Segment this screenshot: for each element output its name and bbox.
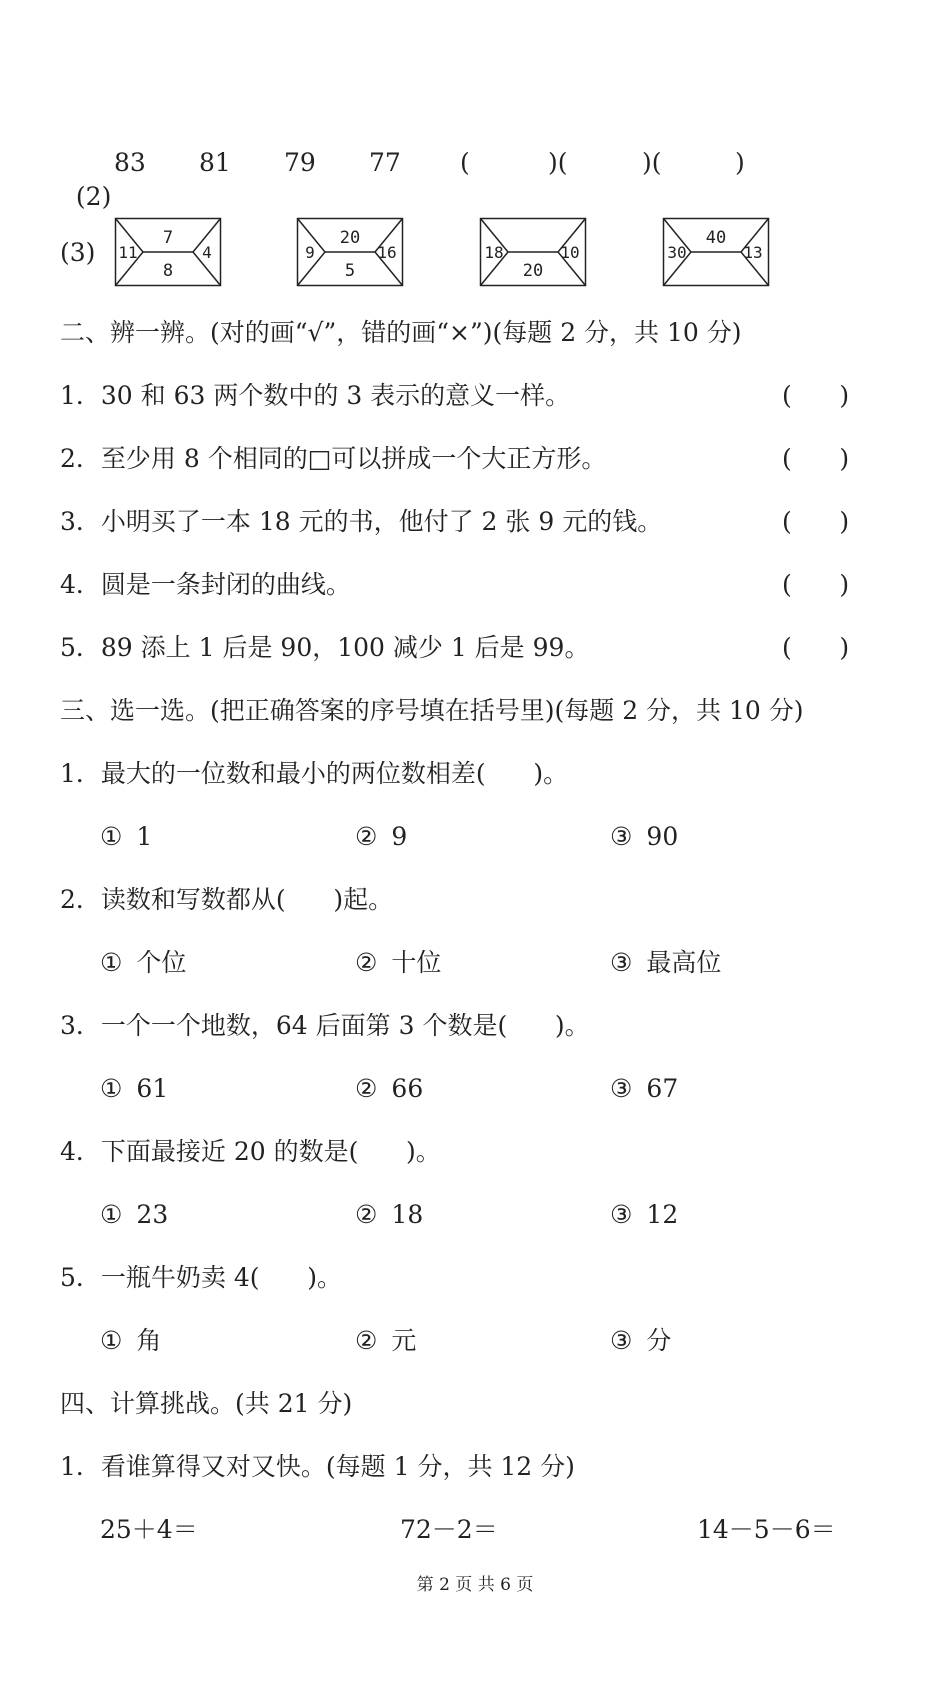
option-mark: ①: [100, 822, 123, 851]
envelope-right: 13: [743, 243, 763, 262]
envelope-top: 40: [705, 228, 727, 248]
envelope-bottom: 5: [344, 261, 356, 281]
question-text: 3．一个一个地数，64 后面第 3 个数是( )。: [60, 1011, 590, 1040]
envelope-top: 20: [339, 228, 361, 248]
seq-number: 83: [114, 148, 146, 177]
option[interactable]: [355, 1072, 423, 1106]
question-text: 4．圆是一条封闭的曲线。: [60, 570, 351, 599]
option-mark: ②: [355, 1200, 378, 1229]
envelope-right: 4: [202, 243, 212, 262]
option-text: 元: [391, 1326, 417, 1355]
seq-number: 81: [199, 148, 231, 177]
answer-blank[interactable]: ( ): [782, 507, 850, 536]
envelope-left: 30: [667, 243, 687, 262]
option-mark: ①: [100, 1200, 123, 1229]
calc-expression: 25＋4＝: [100, 1515, 198, 1544]
question-text: 5．89 添上 1 后是 90，100 减少 1 后是 99。: [60, 633, 590, 662]
option-mark: ③: [610, 1074, 633, 1103]
answer-blank[interactable]: ( ): [782, 633, 850, 662]
seq-number: 79: [284, 148, 316, 177]
envelope-left: 18: [484, 243, 504, 262]
option[interactable]: [610, 1072, 678, 1106]
option[interactable]: [610, 820, 678, 854]
question-text: 2．读数和写数都从( )起。: [60, 885, 394, 914]
envelope-right: 10: [560, 243, 580, 262]
option[interactable]: [355, 1198, 423, 1232]
option-mark: ②: [355, 1326, 378, 1355]
answer-blank[interactable]: ( ): [782, 381, 850, 410]
option-text: 角: [136, 1326, 162, 1355]
option-mark: ②: [355, 948, 378, 977]
option[interactable]: [355, 820, 407, 854]
sub-heading: 1．看谁算得又对又快。(每题 1 分，共 12 分): [60, 1452, 575, 1481]
envelope: [480, 218, 586, 286]
option-text: 18: [391, 1200, 424, 1229]
option-text: 12: [646, 1200, 679, 1229]
option-text: 90: [646, 822, 679, 851]
section-heading: 四、计算挑战。(共 21 分): [60, 1389, 353, 1418]
envelope-right: 16: [377, 243, 397, 262]
option-text: 分: [646, 1326, 672, 1355]
option-text: 61: [136, 1074, 169, 1103]
option[interactable]: [100, 1198, 168, 1232]
page-footer: 第 2 页 共 6 页: [416, 1575, 534, 1595]
answer-blank[interactable]: (: [460, 148, 470, 177]
option[interactable]: [100, 946, 186, 980]
option-text: 个位: [136, 948, 187, 977]
question-text: 3．小明买了一本 18 元的书，他付了 2 张 9 元的钱。: [60, 507, 663, 536]
option-text: 1: [136, 822, 153, 851]
envelope: [663, 218, 769, 286]
question-text: 4．下面最接近 20 的数是( )。: [60, 1137, 441, 1166]
option-text: 67: [646, 1074, 679, 1103]
envelope: [115, 218, 221, 286]
option-text: 23: [136, 1200, 169, 1229]
envelope-bottom: 20: [522, 261, 544, 281]
option-mark: ③: [610, 1200, 633, 1229]
option-text: 9: [391, 822, 408, 851]
option[interactable]: [610, 1198, 678, 1232]
option[interactable]: [100, 1324, 161, 1358]
question-text: 5．一瓶牛奶卖 4( )。: [60, 1263, 342, 1292]
question-text: 2．至少用 8 个相同的□可以拼成一个大正方形。: [60, 444, 607, 473]
option[interactable]: [610, 946, 721, 980]
option-mark: ①: [100, 1326, 123, 1355]
answer-blank[interactable]: ): [735, 148, 745, 177]
question-text: 1．最大的一位数和最小的两位数相差( )。: [60, 759, 569, 788]
option-text: 最高位: [646, 948, 722, 977]
answer-blank[interactable]: ( ): [782, 570, 850, 599]
calc-expression: 14－5－6＝: [697, 1515, 836, 1544]
option[interactable]: [355, 946, 441, 980]
option[interactable]: [610, 1324, 671, 1358]
question-text: 1．30 和 63 两个数中的 3 表示的意义一样。: [60, 381, 571, 410]
section-heading: 三、选一选。(把正确答案的序号填在括号里)(每题 2 分，共 10 分): [60, 696, 804, 725]
option-mark: ②: [355, 1074, 378, 1103]
option[interactable]: [355, 1324, 416, 1358]
answer-blank[interactable]: ( ): [782, 444, 850, 473]
option-mark: ③: [610, 822, 633, 851]
envelope-left: 9: [305, 243, 315, 262]
calc-expression: 72－2＝: [400, 1515, 498, 1544]
sequence-row: [60, 146, 111, 214]
item-label: (2): [75, 182, 112, 211]
envelope-bottom: 8: [162, 261, 174, 281]
envelope-top: 7: [162, 228, 174, 248]
envelope: [297, 218, 403, 286]
section-heading: 二、辨一辨。(对的画“√”，错的画“×”)(每题 2 分，共 10 分): [60, 318, 742, 347]
option-text: 十位: [391, 948, 442, 977]
option[interactable]: [100, 820, 152, 854]
option-mark: ①: [100, 1074, 123, 1103]
option-mark: ③: [610, 1326, 633, 1355]
option-text: 66: [391, 1074, 424, 1103]
option-mark: ①: [100, 948, 123, 977]
answer-blank[interactable]: )(: [642, 148, 662, 177]
answer-blank[interactable]: )(: [548, 148, 568, 177]
option-mark: ③: [610, 948, 633, 977]
envelope-row-label: (3): [60, 238, 96, 267]
envelope-left: 11: [118, 243, 138, 262]
option[interactable]: [100, 1072, 168, 1106]
seq-number: 77: [369, 148, 401, 177]
option-mark: ②: [355, 822, 378, 851]
